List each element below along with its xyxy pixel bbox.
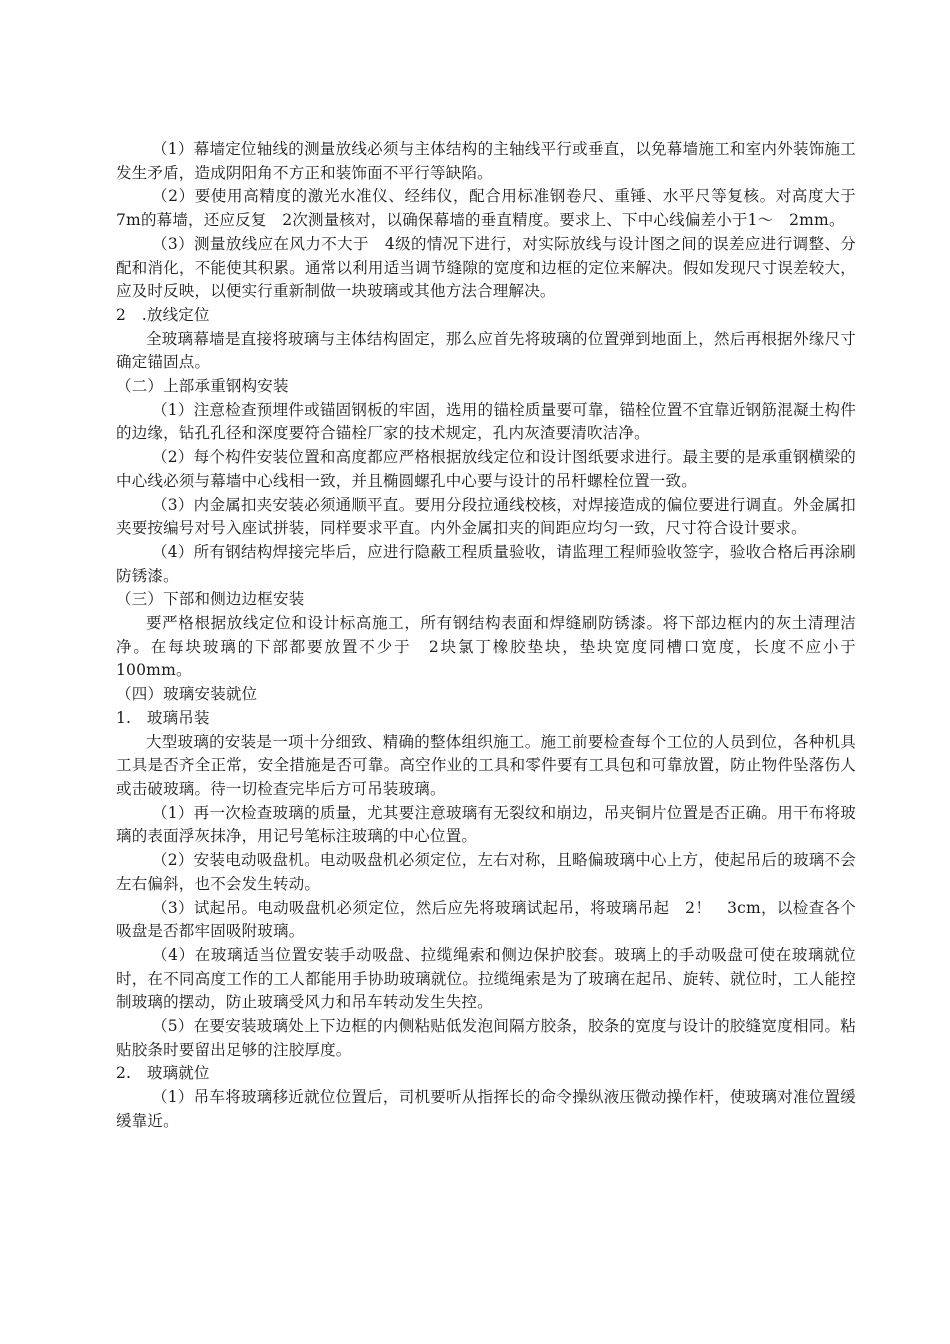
paragraph-glass-check: （1）再一次检查玻璃的质量，尤其要注意玻璃有无裂纹和崩边，吊夹铜片位置是否正确。用干布将玻璃的表面浮灰抹净，用记号笔标注玻璃的中心位置。 xyxy=(116,803,856,846)
paragraph-precision-instruments: （2）要使用高精度的激光水准仪、经纬仪，配合用标准钢卷尺、重锤、水平尺等复核。对高度大于 7m的幕墙，还应反复 2次测量核对，以确保幕墙的垂直精度。要求上、下中心线偏差小于1～ 2mm。 xyxy=(116,187,872,230)
paragraph-frames: 要严格根据放线定位和设计标高施工，所有钢结构表面和焊缝刷防锈漆。将下部边框内的灰土清理洁净。在每块玻璃的下部都要放置不少于 2块氯丁橡胶垫块，垫块宽度同槽口宽度，长度不应小于 100mm。 xyxy=(116,614,872,680)
section-heading-frames: （三）下部和侧边边框安装 xyxy=(116,590,305,609)
paragraph-suction-machine: （2）安装电动吸盘机。电动吸盘机必须定位，左右对称，且略偏玻璃中心上方，使起吊后的玻璃不会左右偏斜，也不会发生转动。 xyxy=(116,851,856,893)
paragraph-embedded-parts: （1）注意检查预埋件或锚固钢板的牢固，选用的锚栓质量要可靠，锚栓位置不宜靠近钢筋混凝土构件的边缘，钻孔孔径和深度要符合锚栓厂家的技术规定，孔内灰渣要清吹洁净。 xyxy=(116,400,856,443)
paragraph-component-position: （2）每个构件安装位置和高度都应严格根据放线定位和设计图纸要求进行。最主要的是承重钢横梁的中心线必须与幕墙中心线相一致，并且椭圆螺孔中心要与设计的吊杆螺栓位置一致。 xyxy=(116,448,856,490)
paragraph-wind-conditions: （3）测量放线应在风力不大于 4级的情况下进行，对实际放线与设计图之间的误差应进行调整、分配和消化，不能使其积累。通常以利用适当调节缝隙的宽度和边框的定位来解决。假如发现尺寸误差较大，应及时反映，以便实行重新制做一块玻璃或其他方法合理解决。 xyxy=(116,234,856,301)
paragraph-trial-lift: （3）试起吊。电动吸盘机必须定位，然后应先将玻璃试起吊，将玻璃吊起 2！ 3cm，以检查各个吸盘是否都牢固吸附玻璃。 xyxy=(116,898,856,941)
section-heading-line-positioning: 2 .放线定位 xyxy=(116,305,210,324)
paragraph-manual-suction: （4）在玻璃适当位置安装手动吸盘、拉缆绳索和侧边保护胶套。玻璃上的手动吸盘可使在玻璃就位时，在不同高度工作的工人都能用手协助玻璃就位。拉缆绳索是为了玻璃在起吊、旋转、就位时，工人能控制玻璃的摆动，防止玻璃受风力和吊车转动发生失控。 xyxy=(116,945,856,1012)
section-heading-glass-install: （四）玻璃安装就位 xyxy=(116,685,258,704)
paragraph-foam-strip: （5）在要安装玻璃处上下边框的内侧粘贴低发泡间隔方胶条，胶条的宽度与设计的胶缝宽度相同。粘贴胶条时要留出足够的注胶厚度。 xyxy=(116,1017,856,1059)
paragraph-crane-positioning: （1）吊车将玻璃移近就位位置后，司机要听从指挥长的命令操纵液压微动操作杆，使玻璃对准位置缓缓靠近。 xyxy=(116,1088,856,1130)
subsection-heading-glass-positioning: 2. 玻璃就位 xyxy=(116,1064,210,1083)
subsection-heading-glass-hoisting: 1. 玻璃吊装 xyxy=(116,708,210,727)
document-body xyxy=(116,138,872,1134)
paragraph-glass-hoisting-intro: 大型玻璃的安装是一项十分细致、精确的整体组织施工。施工前要检查每个工位的人员到位，各种机具工具是否齐全正常，安全措施是否可靠。高空作业的工具和零件要有工具包和可靠放置，防止物件坠落伤人或击破玻璃。待一切检查完毕后方可吊装玻璃。 xyxy=(116,732,856,798)
paragraph-surveying-axis: （1）幕墙定位轴线的测量放线必须与主体结构的主轴线平行或垂直，以免幕墙施工和室内外装饰施工发生矛盾，造成阴阳角不方正和装饰面不平行等缺陷。 xyxy=(116,140,856,182)
paragraph-line-positioning: 全玻璃幕墙是直接将玻璃与主体结构固定，那么应首先将玻璃的位置弹到地面上，然后再根据外缘尺寸确定锚固点。 xyxy=(116,329,856,372)
paragraph-inner-clamps: （3）内金属扣夹安装必须通顺平直。要用分段拉通线校核，对焊接造成的偏位要进行调直。外金属扣夹要按编号对号入座试拼装，同样要求平直。内外金属扣夹的间距应均匀一致，尺寸符合设计要求。 xyxy=(116,495,856,538)
paragraph-welding-acceptance: （4）所有钢结构焊接完毕后，应进行隐蔽工程质量验收，请监理工程师验收签字，验收合格后再涂刷防锈漆。 xyxy=(116,542,856,585)
section-heading-upper-steel: （二）上部承重钢构安装 xyxy=(116,377,289,396)
